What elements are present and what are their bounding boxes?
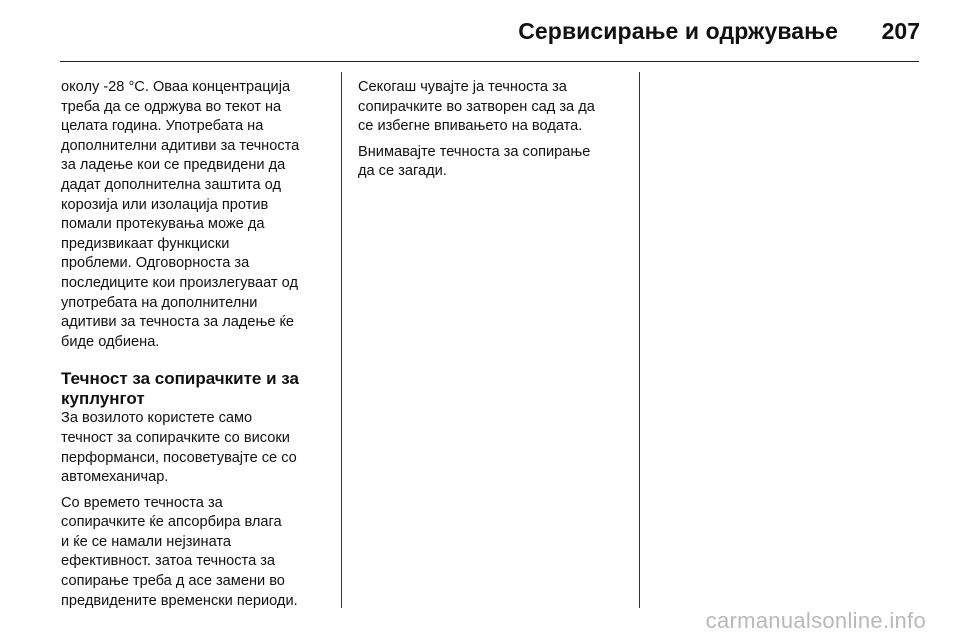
text-line: проблеми. Одговорноста за xyxy=(61,255,250,272)
text-line: перформанси, посоветувајте се со xyxy=(61,449,297,466)
heading-line: Течност за сопирачките и за xyxy=(61,369,299,389)
text-line: ефективност. затоа течноста за xyxy=(61,553,276,570)
text-line: автомеханичар. xyxy=(61,469,169,486)
text-line: сопирачките ќе апсорбира влага xyxy=(61,514,282,531)
text-line: помали протекувања може да xyxy=(61,216,265,233)
text-line: сопирачките во затворен сад за да xyxy=(358,98,595,115)
text-line: Секогаш чувајте ја течноста за xyxy=(358,79,567,95)
page-title: Сервисирање и одржување xyxy=(518,18,838,44)
text-line: сопирање треба д асе замени во xyxy=(61,573,285,590)
text-line: за ладење кои се предвидени да xyxy=(61,157,286,174)
text-line: адитиви за течноста за ладење ќе xyxy=(61,314,295,331)
text-line: корозија или изолација против xyxy=(61,196,269,213)
text-line: дополнителни адитиви за течноста xyxy=(61,137,300,154)
text-line: и ќе се намали нејзината xyxy=(61,533,232,550)
coolant-paragraph xyxy=(61,78,339,352)
text-line: да се загади. xyxy=(358,163,447,180)
text-line: треба да се одржува во текот на xyxy=(61,98,282,115)
page-number: 207 xyxy=(881,18,920,44)
text-line: дадат дополнителна заштита од xyxy=(61,176,281,193)
text-line: биде одбиена. xyxy=(61,333,160,350)
text-line: Со времето течноста за xyxy=(61,494,223,511)
header-divider xyxy=(60,61,919,62)
middle-column xyxy=(358,78,636,182)
storage-paragraph xyxy=(358,78,636,137)
heading-line: куплунгот xyxy=(61,389,145,409)
brake-fluid-paragraph xyxy=(61,409,339,487)
text-line: се избегне впивањето на водата. xyxy=(358,118,583,135)
watermark: carmanualsonline.info xyxy=(705,608,926,633)
text-line: последиците кои произлегуваат од xyxy=(61,274,298,291)
text-line: За возилото користете само xyxy=(61,410,253,427)
section-heading xyxy=(61,369,339,409)
text-line: употребата на дополнителни xyxy=(61,294,258,311)
text-line: Внимавајте течноста за сопирање xyxy=(358,143,591,160)
column-divider-right xyxy=(639,72,640,608)
text-line: предизвикаат функциски xyxy=(61,235,230,252)
column-divider-left xyxy=(341,72,342,608)
text-line: околу -28 °C. Оваа концентрација xyxy=(61,79,291,95)
text-line: течност за сопирачките со високи xyxy=(61,429,290,446)
text-line: целата година. Употребата на xyxy=(61,118,264,135)
left-column xyxy=(61,78,339,611)
contamination-paragraph xyxy=(358,143,636,182)
brake-fluid-replacement-paragraph xyxy=(61,494,339,612)
text-line: предвидените временски периоди. xyxy=(61,592,298,609)
